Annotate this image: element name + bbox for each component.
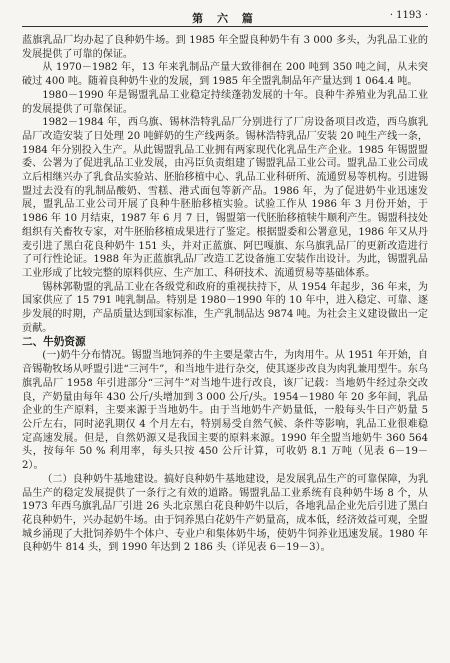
section-heading: 二、牛奶资源: [22, 336, 86, 349]
paragraph: 蓝旗乳品厂均办起了良种奶牛场。到 1985 年全盟良种奶牛有 3 000 多头，为乳品工业的发展提供了可靠的保证。: [22, 35, 428, 60]
page-body: [22, 34, 428, 555]
paragraph: 1982－1984 年，西乌旗、锡林浩特乳品厂分别进行了厂房设备项目改造，西乌旗乳品厂改造安装了日处理 20 吨鲜奶的生产线两条。锡林浩特乳品厂安装 20 吨生产线一条，1984 年分别投入生产。从此锡盟乳品工业拥有两家现代化乳品生产企业。1985 年锡盟盟委、公署为了促进乳品工业发展，由冯臣负责组建了锡盟乳品工业公司。盟乳品工业公司成立后相继兴办了乳食品实验站、胚胎移植中心、乳品工业科研所、流通贸易等机构。引进锡盟过去没有的乳制品酸奶、雪糕、港式面包等新产品。1986 年，为了促进奶牛业迅速发展，盟乳品工业公司开展了良种牛胚胎移植实验。试验工作从 1986 年 3 月份开始，于 1986 年 10 月结束，1987 年 6 月 7 日，锡盟第一代胚胎移植犊牛顺利产生。锡盟科技处组织有关畜牧专家，对牛胚胎移植成果进行了鉴定。根据盟委和公署意见，1986 年又从丹麦引进了黑白花良种奶牛 151 头，并对正蓝旗、阿巴嘎旗、东乌旗乳品厂的更新改造进行了可行性论证。1988 年为正蓝旗乳品厂改造工艺设备施工安装作出设计。为此，锡盟乳品工业形成了比较完整的原料供应、生产加工、科研技术、流通贸易等基础体系。: [22, 117, 428, 279]
paragraph: 从 1970－1982 年，13 年来乳制品产量大致徘徊在 200 吨到 350 吨之间，从未突破过 400 吨。随着良种奶牛业的发展，到 1985 年全盟乳制品年产量达到 1 064.4 吨。: [22, 62, 428, 88]
paragraph: 1980－1990 年是锡盟乳品工业稳定持续蓬勃发展的十年。良种牛养殖业为乳品工业的发展提供了可靠保证。: [22, 89, 428, 115]
paragraph: (一)奶牛分布情况。锡盟当地饲养的牛主要是蒙古牛，为肉用牛。从 1951 年开始，自音锡勒牧场从呼盟引进“三河牛”，和当地牛进行杂交，使其逐步改良为肉乳兼用型牛。东乌旗乳品厂 1958 年引进部分“三河牛”对当地牛进行改良，该厂记载：当地奶牛经过杂交改良，产奶量由每年 430 公斤/头增加到 3 000 公斤/头。1954－1980 年 20 多年间，乳品企业的生产原料，主要来源于当地奶牛。由于当地奶牛产奶量低，一般每头牛日产奶量 5 公斤左右，同时泌乳期仅 4 个月左右，特别易受自然气候、条件等影响，乳品工业很难稳定高速发展。但是，自然奶源又是我国主要的原料来源。1990 年全盟当地奶牛 360 564 头，按每年 50 % 利用率，每头只按 450 公斤计算，可收奶 8.1 万吨（见表 6－19－2）。: [22, 350, 428, 472]
page-number: · 1193 ·: [389, 10, 428, 21]
chapter-title: 第 六 篇: [192, 12, 258, 25]
page-header: [22, 6, 428, 27]
paragraph: 锡林郭勒盟的乳品工业在各级党和政府的重视扶持下，从 1954 年起步，36 年来，为国家供应了 15 791 吨乳制品。特别是 1980－1990 年的 10 年中，进入稳定、可靠、逐步发展的时期，产品质量达到国家标准，生产乳制品达 9874 吨。为社会主义建设做出一定贡献。: [22, 281, 428, 334]
paragraph: （二）良种奶牛基地建设。搞好良种奶牛基地建设，是发展乳品生产的可靠保障，为乳品生产的稳定发展提供了一条行之有效的道路。锡盟乳品工业系统有良种奶牛场 8 个，从 1973 年西乌旗乳品厂引进 26 头北京黑白花良种奶牛以后，各地乳品企业先后引进了黑白花良种奶牛，兴办起奶牛场。由于饲养黑白花奶牛产奶量高，成本低，经济效益可观，全盟城乡涌现了大批饲养奶牛个体户、专业户和集体奶牛场，使奶牛饲养业迅速发展。1980 年良种奶牛 814 头，到 1990 年达到 2 186 头（详见表 6－19－3）。: [22, 473, 428, 554]
